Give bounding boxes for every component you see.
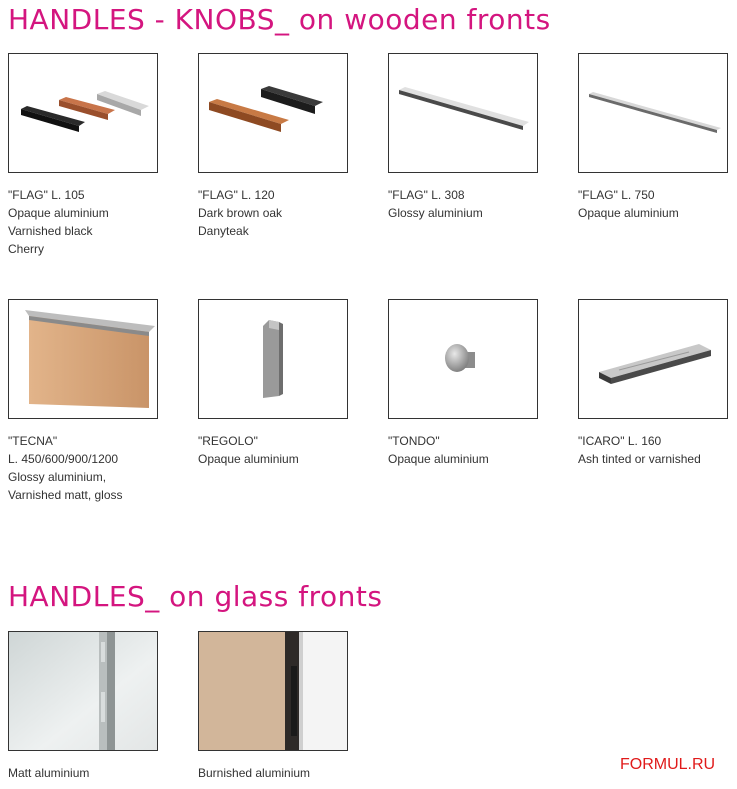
product-detail: Opaque aluminium — [388, 452, 489, 466]
product-detail: Ash tinted or varnished — [578, 452, 701, 466]
product-detail: Varnished matt, gloss — [8, 488, 123, 502]
product-card-burnished-aluminium[interactable] — [198, 631, 348, 782]
product-card-flag-105[interactable] — [8, 53, 158, 258]
product-name: Burnished aluminium — [198, 766, 311, 780]
product-image-regolo — [198, 299, 348, 419]
product-card-flag-750[interactable] — [578, 53, 728, 222]
product-detail: Opaque aluminium — [8, 206, 109, 220]
product-detail: Dark brown oak — [198, 206, 283, 220]
product-image-tondo — [388, 299, 538, 419]
product-name: "ICARO" L. 160 — [578, 434, 662, 448]
product-card-flag-308[interactable] — [388, 53, 538, 222]
product-detail: Glossy aluminium, — [8, 470, 107, 484]
product-image-burnished-aluminium — [198, 631, 348, 751]
product-detail: Opaque aluminium — [578, 206, 679, 220]
product-image-flag-105 — [8, 53, 158, 173]
product-image-tecna — [8, 299, 158, 419]
product-image-flag-308 — [388, 53, 538, 173]
product-name: "FLAG" L. 120 — [198, 188, 275, 202]
product-card-tecna[interactable] — [8, 299, 158, 504]
product-card-tondo[interactable] — [388, 299, 538, 468]
product-name: "FLAG" L. 105 — [8, 188, 85, 202]
product-image-flag-750 — [578, 53, 728, 173]
product-detail: Glossy aluminium — [388, 206, 483, 220]
product-card-matt-aluminium[interactable] — [8, 631, 158, 782]
product-name: "TECNA" — [8, 434, 58, 448]
product-detail: Varnished black — [8, 224, 93, 238]
watermark: FORMUL.RU — [620, 756, 716, 773]
section-title-glass: HANDLES_ on glass fronts — [8, 580, 383, 613]
product-name: Matt aluminium — [8, 766, 90, 780]
product-detail: Cherry — [8, 242, 45, 256]
section-title-wooden: HANDLES - KNOBS_ on wooden fronts — [8, 3, 551, 36]
product-detail: L. 450/600/900/1200 — [8, 452, 119, 466]
product-card-icaro[interactable] — [578, 299, 728, 468]
product-card-regolo[interactable] — [198, 299, 348, 468]
product-detail: Danyteak — [198, 224, 249, 238]
product-image-icaro — [578, 299, 728, 419]
product-name: "REGOLO" — [198, 434, 258, 448]
product-name: "TONDO" — [388, 434, 440, 448]
product-name: "FLAG" L. 308 — [388, 188, 465, 202]
product-image-flag-120 — [198, 53, 348, 173]
product-card-flag-120[interactable] — [198, 53, 348, 240]
product-image-matt-aluminium — [8, 631, 158, 751]
product-name: "FLAG" L. 750 — [578, 188, 655, 202]
product-detail: Opaque aluminium — [198, 452, 299, 466]
